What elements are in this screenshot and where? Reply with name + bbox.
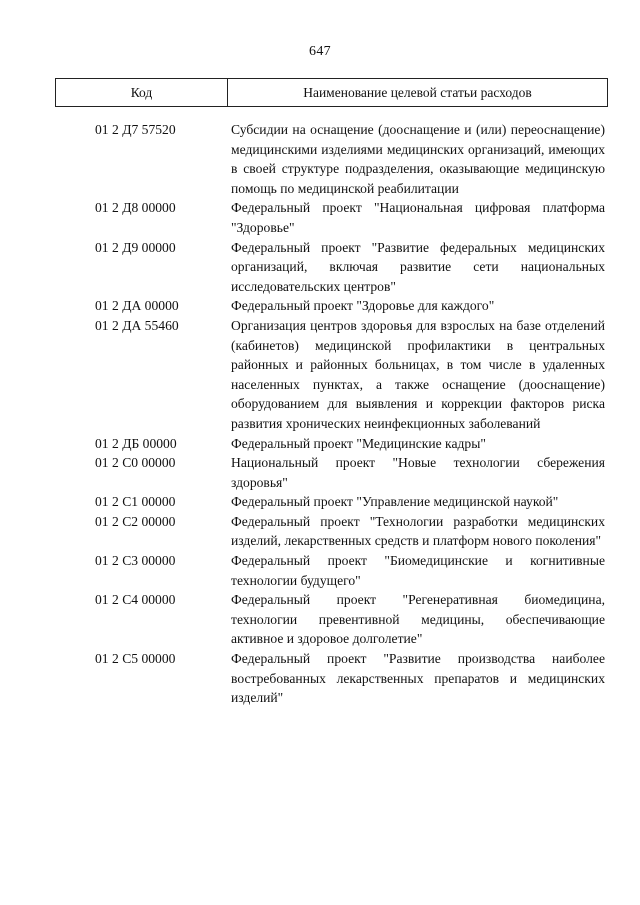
row-name: Федеральный проект "Здоровье для каждого" bbox=[231, 298, 495, 314]
row-name: Федеральный проект "Регенеративная биомедицина, технологии превентивной медицины, обеспечивающие активное и здоровое долголетие" bbox=[231, 592, 605, 647]
row-code: 01 2 С2 00000 bbox=[95, 513, 176, 529]
code-column-header: Код bbox=[56, 79, 228, 106]
row-name: Национальный проект "Новые технологии сбережения здоровья" bbox=[231, 455, 605, 490]
row-name: Федеральный проект "Медицинские кадры" bbox=[231, 435, 486, 451]
table-row bbox=[55, 512, 608, 551]
table-row bbox=[55, 120, 608, 198]
row-code: 01 2 С3 00000 bbox=[95, 553, 176, 569]
table-header bbox=[55, 78, 608, 107]
row-code: 01 2 С4 00000 bbox=[95, 592, 176, 608]
table-row bbox=[55, 238, 608, 297]
row-code: 01 2 Д8 00000 bbox=[95, 200, 176, 216]
row-name: Федеральный проект "Управление медицинской наукой" bbox=[231, 494, 559, 510]
table-row bbox=[55, 296, 608, 316]
row-code: 01 2 ДА 00000 bbox=[95, 298, 179, 314]
row-code: 01 2 С5 00000 bbox=[95, 651, 176, 667]
table-row bbox=[55, 453, 608, 492]
row-name: Федеральный проект "Развитие федеральных медицинских организаций, включая развитие сети национальных исследовательских центров" bbox=[231, 239, 605, 294]
row-code: 01 2 ДА 55460 bbox=[95, 317, 179, 333]
row-code: 01 2 Д7 57520 bbox=[95, 122, 176, 137]
row-name: Федеральный проект "Технологии разработки медицинских изделий, лекарственных средств и платформ нового поколения" bbox=[231, 513, 605, 549]
row-name: Федеральный проект "Развитие производства наиболее востребованных лекарственных препаратов и медицинских изделий" bbox=[231, 651, 605, 706]
name-column-header: Наименование целевой статьи расходов bbox=[303, 84, 532, 100]
row-code: 01 2 Д9 00000 bbox=[95, 239, 176, 255]
row-code: 01 2 С0 00000 bbox=[95, 455, 176, 471]
table-row bbox=[55, 551, 608, 590]
expense-items-list bbox=[55, 120, 608, 708]
table-row bbox=[55, 492, 608, 512]
table-row bbox=[55, 590, 608, 649]
row-name: Федеральный проект "Национальная цифровая платформа "Здоровье" bbox=[231, 200, 605, 235]
table-row bbox=[55, 198, 608, 237]
table-row bbox=[55, 316, 608, 434]
row-name: Субсидии на оснащение (дооснащение и (или) переоснащение) медицинскими изделиями медицинских организаций, имеющих в своей структуре подразделения, оказывающие медицинскую помощь по медицинской реабилитации bbox=[231, 122, 605, 196]
row-name: Федеральный проект "Биомедицинские и когнитивные технологии будущего" bbox=[231, 553, 605, 588]
table-row bbox=[55, 649, 608, 708]
page-number: 647 bbox=[309, 44, 331, 59]
table-row bbox=[55, 434, 608, 454]
row-code: 01 2 ДБ 00000 bbox=[95, 435, 177, 451]
row-name: Организация центров здоровья для взрослых на базе отделений (кабинетов) медицинской профилактики в центральных районных и районных больницах, в том числе в удаленных населенных пунктах, а также оснащение (дооснащение) оборудованием для выявления и коррекции факторов риска развития хронических неинфекционных заболеваний bbox=[231, 317, 605, 431]
row-code: 01 2 С1 00000 bbox=[95, 494, 176, 510]
